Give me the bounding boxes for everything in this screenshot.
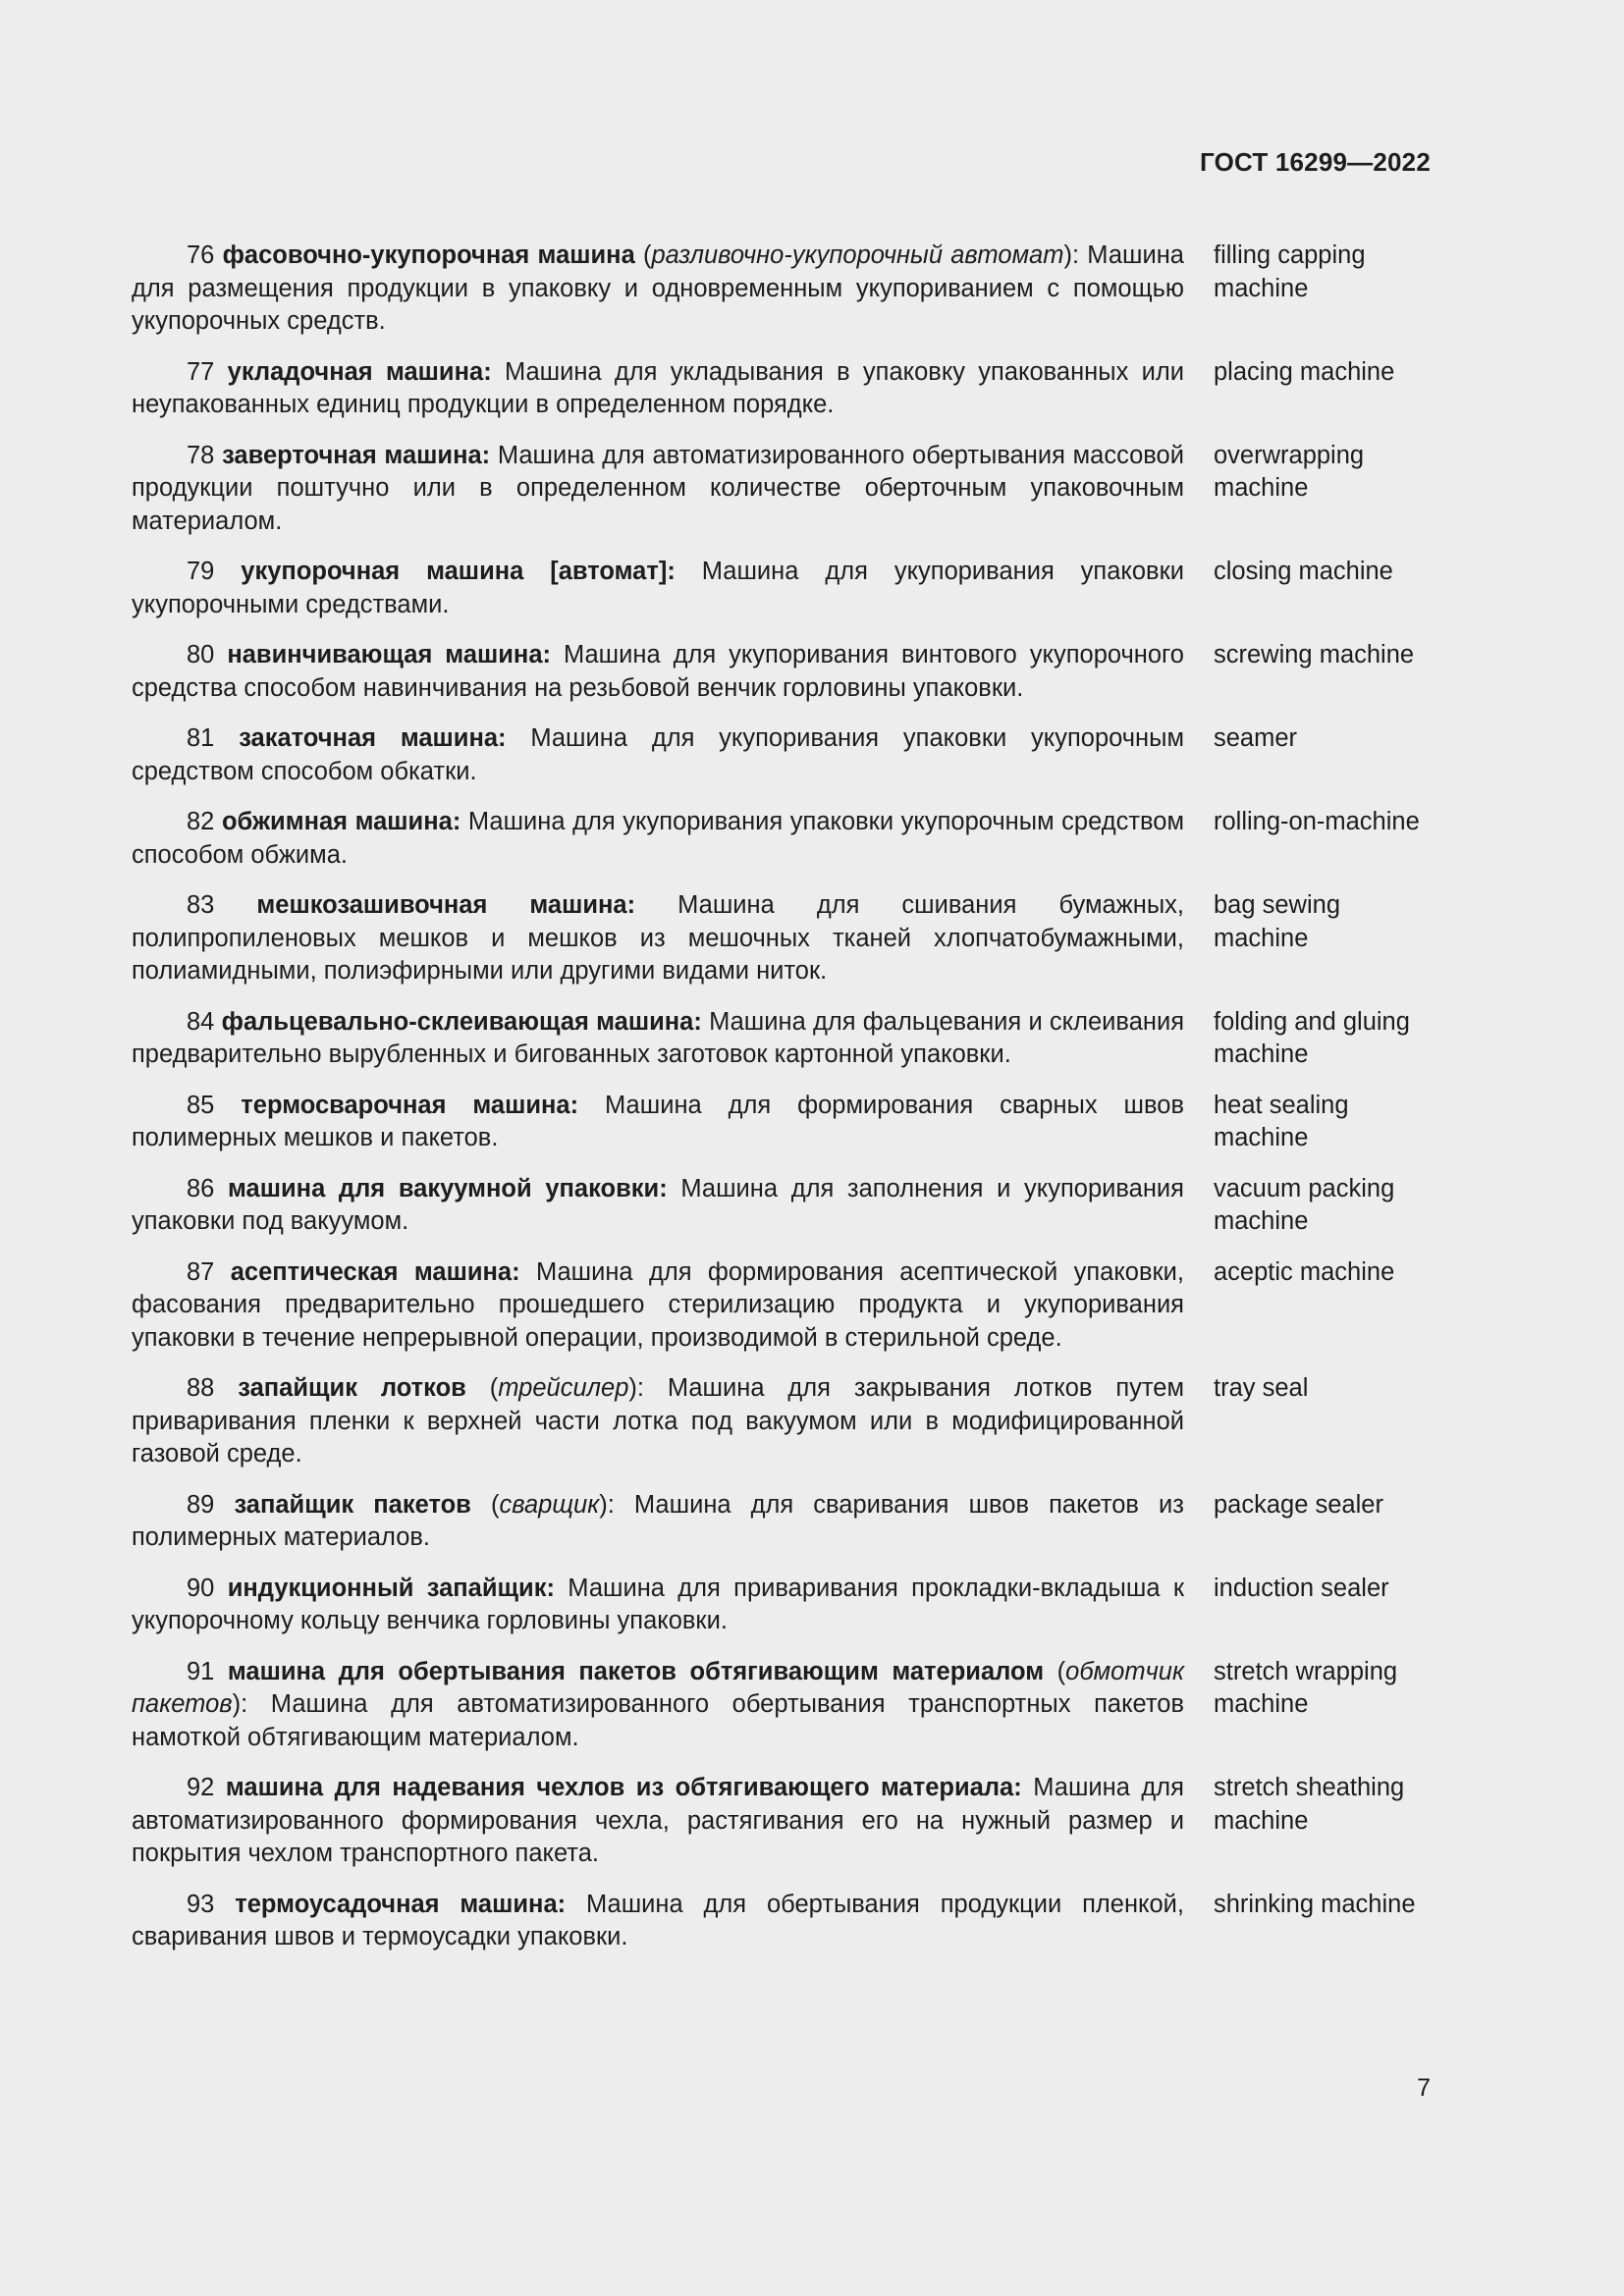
term-name: заверточная машина:: [222, 441, 491, 469]
term-number: 91: [187, 1657, 215, 1685]
term-name: укладочная машина:: [227, 357, 492, 386]
english-equivalent: heat sealing machine: [1214, 1091, 1349, 1151]
term-name: термоусадочная машина:: [235, 1890, 567, 1918]
term-number: 92: [187, 1774, 215, 1801]
term-definition-paragraph: [132, 1372, 1184, 1471]
english-equivalent: shrinking machine: [1214, 1890, 1416, 1918]
term-synonym: обмотчик пакетов: [132, 1657, 1184, 1718]
english-equivalent: folding and gluing machine: [1214, 1007, 1410, 1068]
synonym-open-paren: (: [1056, 1657, 1066, 1685]
term-entry: [132, 1573, 1437, 1638]
english-equivalent: vacuum packing machine: [1214, 1174, 1395, 1235]
term-number: 90: [187, 1574, 215, 1602]
term-entry: [132, 240, 1437, 339]
english-equivalent: closing machine: [1214, 558, 1393, 585]
term-number: 81: [187, 724, 215, 752]
term-number: 79: [187, 558, 215, 585]
term-definition: Машина для укупоривания упаковки укупорочным средством способом обкатки.: [132, 724, 1184, 785]
term-definition-paragraph: [132, 1656, 1184, 1755]
term-definition-paragraph: [132, 556, 1184, 621]
term-entry: [132, 722, 1437, 788]
synonym-open-paren: (: [489, 1374, 499, 1402]
english-equivalent: rolling-on-machine: [1214, 808, 1420, 835]
english-equivalent: stretch wrapping machine: [1214, 1657, 1398, 1718]
term-number: 78: [187, 441, 215, 469]
term-synonym: разливочно-укупорочный автомат: [651, 241, 1064, 269]
term-entry: [132, 889, 1437, 988]
term-definition-paragraph: [132, 1256, 1184, 1356]
english-equivalent: aceptic machine: [1214, 1257, 1395, 1286]
term-number: 84: [187, 1007, 215, 1036]
term-name: фасовочно-укупорочная машина: [222, 241, 635, 269]
term-entry: [132, 440, 1437, 539]
term-definition: Машина для укупоривания упаковки укупорочными средствами.: [132, 558, 1184, 618]
term-definition: Машина для заполнения и укупоривания упаковки под вакуумом.: [132, 1174, 1184, 1235]
term-entry: [132, 806, 1437, 872]
term-definition: Машина для автоматизированного формирования чехла, растягивания его на нужный размер и покрытия чехлом транспортного пакета.: [132, 1774, 1184, 1867]
synonym-close-paren: ):: [1063, 241, 1080, 269]
term-definition-paragraph: [132, 1173, 1184, 1239]
term-entry: [132, 1006, 1437, 1072]
term-definition-paragraph: [132, 1489, 1184, 1555]
english-equivalent: induction sealer: [1214, 1574, 1389, 1602]
term-definition: Машина для закрывания лотков путем приваривания пленки к верхней части лотка под вакуумом или в модифицированной газовой среде.: [132, 1374, 1184, 1468]
term-name: мешкозашивочная машина:: [256, 891, 636, 919]
term-number: 89: [187, 1490, 215, 1519]
term-definition: Машина для обертывания продукции пленкой, сваривания швов и термоусадки упаковки.: [132, 1890, 1184, 1950]
standard-designation: ГОСТ 16299—2022: [1200, 147, 1431, 177]
english-equivalent: tray seal: [1214, 1374, 1309, 1402]
synonym-open-paren: (: [490, 1490, 500, 1519]
term-number: 86: [187, 1174, 215, 1202]
term-name: навинчивающая машина:: [227, 641, 552, 668]
term-entry: [132, 1489, 1437, 1555]
term-name: термосварочная машина:: [241, 1091, 579, 1119]
term-number: 88: [187, 1374, 215, 1402]
term-entry: [132, 1090, 1437, 1155]
term-name: машина для обертывания пакетов обтягивающим материалом: [227, 1657, 1045, 1685]
term-definition-paragraph: [132, 1889, 1184, 1954]
term-definition: Машина для автоматизированного обертывания транспортных пакетов намоткой обтягивающим материалом.: [132, 1690, 1184, 1751]
term-synonym: трейсилер: [498, 1374, 629, 1402]
term-name: укупорочная машина [автомат]:: [241, 558, 676, 585]
term-number: 82: [187, 808, 215, 835]
english-equivalent: package sealer: [1214, 1490, 1383, 1519]
term-definition: Машина для приваривания прокладки-вкладыша к укупорочному кольцу венчика горловины упаковки.: [132, 1574, 1184, 1634]
term-number: 77: [187, 357, 215, 386]
term-entry: [132, 1256, 1437, 1356]
term-definition: Машина для укладывания в упаковку упакованных или неупакованных единиц продукции в определенном порядке.: [132, 357, 1184, 418]
english-equivalent: overwrapping machine: [1214, 441, 1365, 502]
term-entry: [132, 356, 1437, 422]
term-name: фальцевально-склеивающая машина:: [221, 1007, 702, 1036]
term-definition-paragraph: [132, 639, 1184, 705]
english-equivalent: screwing machine: [1214, 641, 1415, 668]
term-number: 83: [187, 891, 215, 919]
synonym-close-paren: ):: [628, 1374, 644, 1402]
term-entry: [132, 639, 1437, 705]
term-definition-paragraph: [132, 889, 1184, 988]
term-definition-paragraph: [132, 1090, 1184, 1155]
term-definition: Машина для формирования асептической упаковки, фасования предварительно прошедшего стерилизацию продукта и укупоривания упаковки в течение непрерывной операции, производимой в стерильной среде.: [132, 1257, 1184, 1352]
term-entry: [132, 1173, 1437, 1239]
term-entry: [132, 1772, 1437, 1871]
term-definition: Машина для формирования сварных швов полимерных мешков и пакетов.: [132, 1091, 1184, 1151]
term-name: асептическая машина:: [230, 1257, 520, 1286]
term-definition: Машина для размещения продукции в упаковку и одновременным укупориванием с помощью укупорочных средств.: [132, 241, 1184, 335]
term-synonym: сварщик: [499, 1490, 600, 1519]
term-name: обжимная машина:: [221, 808, 461, 835]
term-definition-paragraph: [132, 440, 1184, 539]
term-definition-paragraph: [132, 722, 1184, 788]
term-name: машина для вакуумной упаковки:: [228, 1174, 668, 1202]
term-number: 87: [187, 1257, 215, 1286]
synonym-open-paren: (: [643, 241, 652, 269]
term-name: закаточная машина:: [239, 724, 507, 752]
term-entry: [132, 556, 1437, 621]
terms-list: [132, 240, 1437, 1972]
term-name: запайщик лотков: [238, 1374, 466, 1402]
term-definition: Машина для автоматизированного обертывания массовой продукции поштучно или в определенном количестве оберточным упаковочным материалом.: [132, 441, 1184, 535]
term-entry: [132, 1372, 1437, 1471]
term-definition: Машина для сшивания бумажных, полипропиленовых мешков и мешков из мешочных тканей хлопчатобумажными, полиамидными, полиэфирными или другими видами ниток.: [132, 891, 1184, 985]
term-definition: Машина для фальцевания и склеивания предварительно вырубленных и бигованных заготовок картонной упаковки.: [132, 1007, 1185, 1068]
term-definition-paragraph: [132, 1573, 1184, 1638]
term-number: 76: [187, 241, 215, 269]
term-number: 93: [187, 1890, 215, 1918]
english-equivalent: stretch sheathing machine: [1214, 1774, 1405, 1835]
term-number: 80: [187, 641, 215, 668]
term-name: запайщик пакетов: [234, 1490, 471, 1519]
page-number: 7: [1417, 2074, 1431, 2102]
synonym-close-paren: ):: [599, 1490, 615, 1519]
term-definition-paragraph: [132, 240, 1184, 339]
term-name: машина для надевания чехлов из обтягивающего материала:: [225, 1774, 1022, 1801]
term-definition: Машина для укупоривания винтового укупорочного средства способом навинчивания на резьбовой венчик горловины упаковки.: [132, 641, 1184, 702]
english-equivalent: placing machine: [1214, 357, 1395, 386]
term-entry: [132, 1656, 1437, 1755]
english-equivalent: filling capping machine: [1214, 241, 1366, 302]
term-definition: Машина для укупоривания упаковки укупорочным средством способом обжима.: [132, 808, 1185, 869]
term-definition-paragraph: [132, 806, 1184, 872]
term-definition-paragraph: [132, 356, 1184, 422]
english-equivalent: bag sewing machine: [1214, 891, 1341, 952]
term-entry: [132, 1889, 1437, 1954]
term-definition-paragraph: [132, 1772, 1184, 1871]
term-name: индукционный запайщик:: [227, 1574, 555, 1602]
term-definition-paragraph: [132, 1006, 1184, 1072]
term-definition: Машина для сваривания швов пакетов из полимерных материалов.: [132, 1490, 1184, 1551]
synonym-close-paren: ):: [232, 1690, 248, 1718]
term-number: 85: [187, 1091, 215, 1119]
english-equivalent: seamer: [1214, 724, 1298, 752]
